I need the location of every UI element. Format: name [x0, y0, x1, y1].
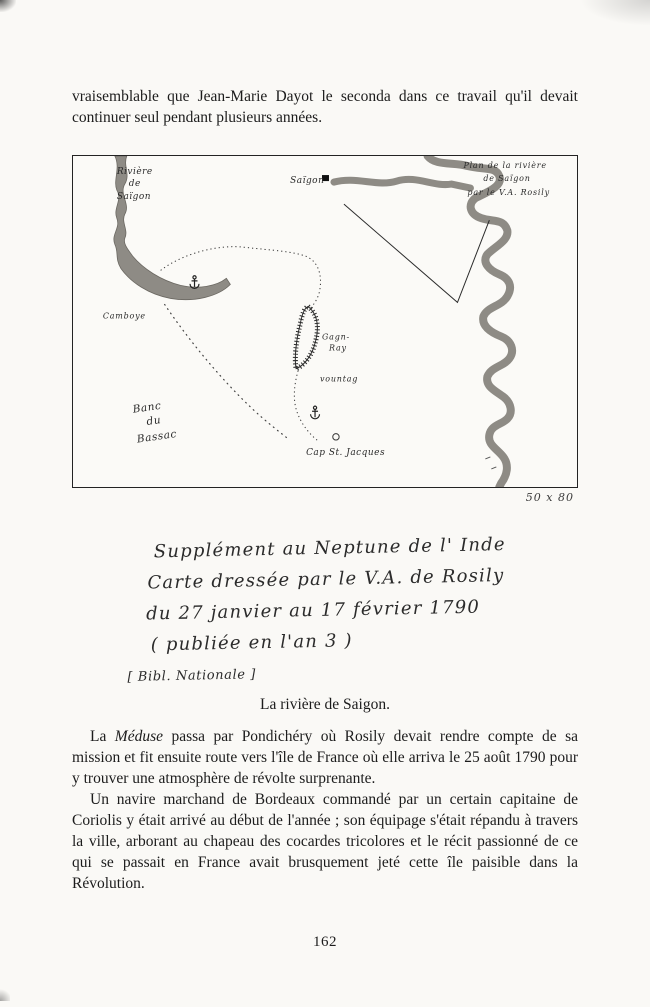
body-paragraph-2: Un navire marchand de Bordeaux commandé par un certain capitaine de Coriolis y était arrivé au début de l'année ; son équipage s'était répandu à travers la ville, arborant au chapeau des cocardes tricolores et le récit passionné de ce qui se passait en France avait brusquement jeté cette île paisible dans la Révolution.	[72, 791, 578, 892]
map-label-gagn: Gagn-	[322, 332, 351, 342]
map-label-ray: Ray	[328, 343, 347, 353]
handwritten-caption-block	[127, 528, 579, 685]
scan-artifact-bottom-left	[0, 987, 10, 1001]
map-label-banc-group	[131, 398, 178, 446]
map-label-banc-line1: Banc	[131, 399, 163, 416]
map-river-saigon-left	[114, 156, 231, 300]
anchor-icon	[311, 406, 320, 419]
map-label-riviere-line2: de	[128, 179, 141, 190]
map-river-right	[428, 156, 512, 487]
cape-circle-mark	[333, 434, 339, 440]
paragraph-text: passa par Pondichéry où Rosily devait rendre compte de sa mission et fit ensuite route vers l'île de France où elle arriva le 25 août 1790 pour y trouver une atmosphère de révolte surprenante.	[72, 728, 578, 787]
map-label-camboye: Camboye	[102, 311, 146, 321]
map-label-riviere-line3: Saïgon	[116, 192, 152, 203]
map-river-town-reach	[334, 179, 470, 188]
ship-name: Méduse	[114, 728, 163, 745]
map-frame	[72, 155, 578, 488]
body-paragraph-1	[72, 726, 578, 789]
map-label-plan-line2: de Saïgon	[483, 174, 531, 184]
hand-drawn-map	[73, 156, 577, 487]
map-label-banc-line3: Bassac	[136, 428, 178, 446]
map-shoal-line-bassac	[165, 304, 289, 438]
map-label-vountag: vountag	[320, 374, 359, 384]
handwritten-line: du 27 janvier au 17 février 1790	[145, 596, 481, 625]
gagn-ray-hachures	[295, 306, 317, 368]
paragraph-text: La	[90, 728, 115, 745]
figure-caption: La rivière de Saigon.	[260, 696, 390, 713]
map-figure	[72, 155, 578, 504]
map-label-plan-line1: Plan de la rivière	[463, 161, 547, 171]
map-scale-note: 50 x 80	[525, 491, 574, 504]
map-label-banc-line2: du	[145, 414, 162, 429]
map-label-cap-st-jacques: Cap St. Jacques	[306, 447, 386, 458]
map-label-saigon-town: Saïgon	[290, 176, 325, 187]
intro-paragraph: vraisemblable que Jean-Marie Dayot le seconda dans ce travail qu'il devait continuer seul pendant plusieurs années.	[72, 88, 578, 126]
map-tick-marks	[485, 457, 496, 469]
anchor-icon	[190, 276, 199, 289]
map-survey-lines	[344, 204, 489, 302]
handwritten-line: Carte dressée par le V.A. de Rosily	[147, 565, 505, 594]
handwritten-line: Supplément au Neptune de l' Inde	[153, 533, 506, 563]
map-label-riviere-line1: Rivière	[116, 167, 153, 178]
handwritten-line: ( publiée en l'an 3 )	[150, 630, 353, 656]
page-number: 162	[313, 934, 337, 950]
map-label-plan-line3: par le V.A. Rosily	[467, 188, 550, 198]
source-note: [ Bibl. Nationale ]	[127, 667, 257, 685]
